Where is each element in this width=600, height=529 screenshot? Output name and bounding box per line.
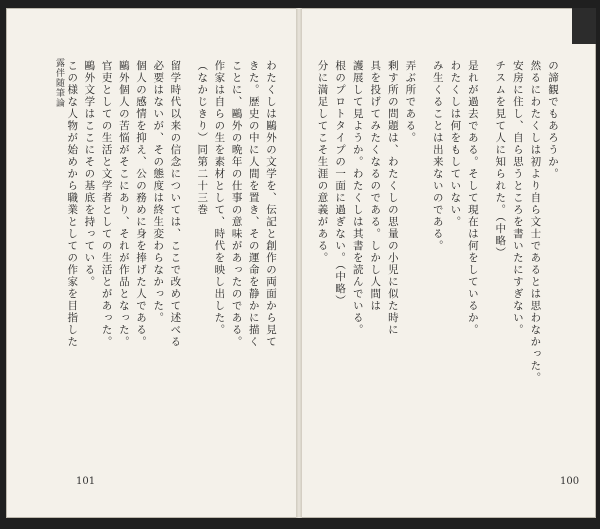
text-column: 護展して見ようか。わたくしは其書を読んでいる。 — [351, 60, 364, 336]
text-column: 官吏としての生活と文学者としての生活とがあった。 — [100, 60, 113, 348]
text-column: （なかじきり）同第二十三巻 — [196, 60, 209, 216]
text-column: チスムを見て人に知られた。（中略） — [494, 60, 507, 259]
text-column — [184, 60, 194, 460]
text-column: 然るにわたくしは初より自ら文士であるとは思わなかった。 — [529, 60, 542, 384]
text-column: 安房に住し、自ら思うところを書いたにすぎない。 — [511, 60, 524, 336]
text-column: 作家は自らの生を素材として、時代を映し出した。 — [213, 60, 226, 336]
right-page — [300, 8, 596, 518]
text-column: 根のプロトタイプの一面に過ぎない。（中略） — [334, 60, 347, 307]
text-column: わたくしは何をもしていない。 — [449, 60, 462, 228]
text-column: この様な人物が始めから職業としての作家を目指した — [66, 60, 79, 348]
text-column: 鷗外文学はここにその基底を持っている。 — [83, 60, 96, 288]
text-column: 留学時代以来の信念については、ここで改めて述べる — [169, 60, 182, 348]
text-column: 是れが過去である。そして現在は何をしているか。 — [466, 60, 479, 336]
left-page — [6, 8, 298, 518]
page-number-left: 101 — [76, 476, 96, 487]
text-column: 必要はないが、その態度は終生変わらなかった。 — [152, 60, 165, 324]
running-head: 露伴随筆論 — [54, 58, 64, 108]
text-column: 具を投げてみたくなるのである。しかし人間は — [369, 60, 382, 312]
page-number-right: 100 — [560, 476, 580, 487]
text-column: 個人の感情を抑え、公の務めに身を捧げた人である。 — [135, 60, 148, 348]
text-column — [419, 60, 429, 460]
text-column: 鷗外個人の苦悩がそこにあり、それが作品となった。 — [117, 60, 130, 348]
book-spread — [6, 8, 596, 518]
text-column: の諦観でもあろうか。 — [547, 60, 559, 180]
text-column — [482, 60, 492, 460]
text-column: ことに、鷗外の晩年の仕事の意味があったのである。 — [230, 60, 243, 348]
text-column: 剩す所の問題は、わたくしの思量の小児に似た時に — [386, 60, 399, 336]
text-column: み生くることは出来ないのである。 — [431, 60, 444, 252]
text-column: 分に満足してこそ生涯の意義がある。 — [316, 60, 329, 264]
text-column: 弄ぶ所である。 — [404, 60, 417, 144]
text-column: わたくしは鷗外の文学を、伝記と創作の両面から見て — [265, 60, 277, 348]
text-column: きた。歴史の中に人間を置き、その運命を静かに描く — [247, 60, 260, 348]
right-text-block — [314, 60, 562, 460]
left-text-block — [64, 60, 280, 460]
